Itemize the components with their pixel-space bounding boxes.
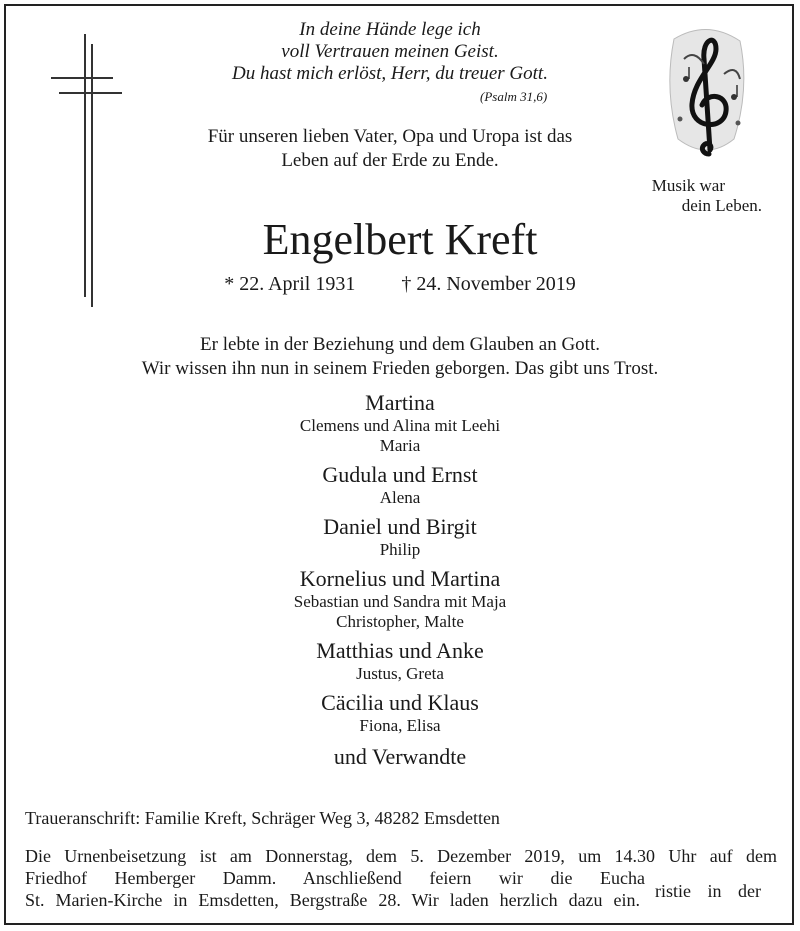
mourners-list <box>0 390 800 770</box>
faith-line: Er lebte in der Beziehung und dem Glauben an Gott. <box>200 334 600 355</box>
family-main: Daniel und Birgit <box>323 514 477 539</box>
life-dates <box>0 273 800 296</box>
family-sub: Clemens und Alina mit Leehi <box>299 416 501 435</box>
family-main: Gudula und Ernst <box>322 462 478 487</box>
family-main: Martina <box>365 390 435 415</box>
intro-line: Leben auf der Erde zu Ende. <box>281 150 499 171</box>
mourning-address: Traueranschrift: Familie Kreft, Schräger Weg 3, 48282 Emsdetten <box>25 808 500 828</box>
family-sub: Justus, Greta <box>356 664 444 683</box>
ceremony-line: St. Marien-Kirche in Emsdetten, Bergstraße 28. Wir laden herzlich dazu ein. <box>25 890 640 910</box>
family-group <box>0 390 800 456</box>
faith-text <box>0 333 800 381</box>
relatives-line: und Verwandte <box>333 744 467 769</box>
family-sub: Maria <box>379 436 421 455</box>
family-sub: Fiona, Elisa <box>359 716 441 735</box>
treble-clef-icon <box>664 19 750 161</box>
ceremony-line: Friedhof Hemberger Damm. Anschließend feiern wir die Eucha <box>25 868 645 888</box>
family-main: Cäcilia und Klaus <box>321 690 479 715</box>
intro-line: Für unseren lieben Vater, Opa und Uropa ist das <box>207 126 573 147</box>
birth-date: * 22. April 1931 <box>224 273 356 295</box>
family-group <box>0 566 800 632</box>
verse-line: Du hast mich erlöst, Herr, du treuer Gott. <box>232 63 548 84</box>
family-group <box>0 462 800 508</box>
music-caption <box>614 176 762 216</box>
family-sub: Alena <box>379 488 421 507</box>
faith-line: Wir wissen ihn nun in seinem Frieden geborgen. Das gibt uns Trost. <box>141 358 659 379</box>
verse-line: In deine Hände lege ich <box>299 19 481 40</box>
family-sub: Sebastian und Sandra mit Maja <box>293 592 507 611</box>
music-caption-line: dein Leben. <box>681 196 762 215</box>
family-main: Matthias und Anke <box>316 638 484 663</box>
death-date: † 24. November 2019 <box>401 273 576 295</box>
ceremony-tail: ristie in der <box>655 881 761 901</box>
verse-reference: (Psalm 31,6) <box>480 89 548 104</box>
deceased-name: Engelbert Kreft <box>262 215 538 264</box>
family-main: Kornelius und Martina <box>299 566 501 591</box>
family-sub: Christopher, Malte <box>336 612 464 631</box>
family-group <box>0 690 800 736</box>
family-group <box>0 514 800 560</box>
ceremony-line: Die Urnenbeisetzung ist am Donnerstag, dem 5. Dezember 2019, um 14.30 Uhr auf dem <box>25 846 777 866</box>
family-sub: Philip <box>379 540 421 559</box>
verse-line: voll Vertrauen meinen Geist. <box>281 41 499 62</box>
music-caption-line: Musik war <box>651 176 725 195</box>
family-group <box>0 638 800 684</box>
